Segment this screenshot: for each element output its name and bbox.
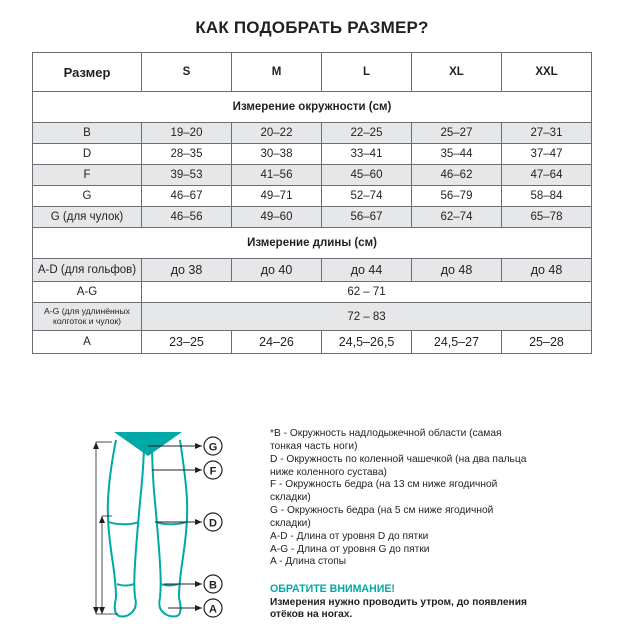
table-row <box>33 144 592 165</box>
table-row <box>33 259 592 282</box>
note-line-3: D - Окружность по коленной чашечкой (на два пальца <box>270 453 527 465</box>
cell-f-xxl: 47–64 <box>502 165 592 186</box>
cell-d-l: 33–41 <box>322 144 412 165</box>
row-label-f: F <box>33 165 142 186</box>
header-corner-label: Размер <box>33 53 142 92</box>
row-label-g-stockings: G (для чулок) <box>33 207 142 228</box>
note-line-8: складки) <box>270 517 311 529</box>
cell-ag-long-all: 72 – 83 <box>142 303 592 331</box>
section-length <box>33 228 592 259</box>
cell-d-s: 28–35 <box>142 144 232 165</box>
cell-gst-l: 56–67 <box>322 207 412 228</box>
header-size-m: M <box>232 53 322 92</box>
note-line-4: ниже коленного сустава) <box>270 466 387 478</box>
note-line-7: G - Окружность бедра (на 5 см ниже ягодичной <box>270 505 494 517</box>
cell-g-xxl: 58–84 <box>502 186 592 207</box>
cell-f-m: 41–56 <box>232 165 322 186</box>
cell-ad-xl: до 48 <box>412 259 502 282</box>
row-label-ag-long: A-G (для удлинённых колготок и чулок) <box>33 303 142 331</box>
section-circumference <box>33 92 592 123</box>
size-table <box>32 52 592 354</box>
cell-ad-xxl: до 48 <box>502 259 592 282</box>
table-header-row <box>33 53 592 92</box>
cell-ad-s: до 38 <box>142 259 232 282</box>
header-size-s: S <box>142 53 232 92</box>
cell-f-s: 39–53 <box>142 165 232 186</box>
attention-body-line-1: Измерения нужно проводить утром, до появления <box>270 596 527 608</box>
cell-a-xl: 24,5–27 <box>412 331 502 354</box>
pelvis-marker <box>114 432 182 456</box>
cell-g-l: 52–74 <box>322 186 412 207</box>
cell-gst-s: 46–56 <box>142 207 232 228</box>
cell-a-l: 24,5–26,5 <box>322 331 412 354</box>
cell-f-xl: 46–62 <box>412 165 502 186</box>
row-label-g: G <box>33 186 142 207</box>
cell-g-m: 49–71 <box>232 186 322 207</box>
header-size-xl: XL <box>412 53 502 92</box>
note-line-10: A-G - Длина от уровня G до пятки <box>270 543 430 555</box>
note-line-5: F - Окружность бедра (на 13 см ниже ягодичной <box>270 479 498 491</box>
marker-g: G <box>208 441 218 454</box>
header-size-l: L <box>322 53 412 92</box>
legs-diagram <box>56 426 256 622</box>
header-size-xxl: XXL <box>502 53 592 92</box>
row-label-ad-knee: A-D (для гольфов) <box>33 259 142 282</box>
table-row <box>33 165 592 186</box>
table-row <box>33 282 592 303</box>
note-line-9: A-D - Длина от уровня D до пятки <box>270 530 429 542</box>
row-label-a: A <box>33 331 142 354</box>
note-line-6: складки) <box>270 492 311 504</box>
note-line-1: *B - Окружность надлодыжечной области (самая <box>270 428 502 439</box>
cell-ad-l: до 44 <box>322 259 412 282</box>
cell-g-xl: 56–79 <box>412 186 502 207</box>
attention-body-line-2: отёков на ногах. <box>270 609 353 621</box>
cell-gst-xxl: 65–78 <box>502 207 592 228</box>
bottom-area <box>0 420 624 622</box>
table-row <box>33 303 592 331</box>
cell-ag-all: 62 – 71 <box>142 282 592 303</box>
cell-gst-xl: 62–74 <box>412 207 502 228</box>
cell-a-xxl: 25–28 <box>502 331 592 354</box>
cell-b-xl: 25–27 <box>412 123 502 144</box>
section-length-label: Измерение длины (см) <box>33 228 592 259</box>
page-title: КАК ПОДОБРАТЬ РАЗМЕР? <box>195 18 429 37</box>
note-line-2: тонкая часть ноги) <box>270 440 358 452</box>
table-row <box>33 207 592 228</box>
cell-a-m: 24–26 <box>232 331 322 354</box>
section-circumference-label: Измерение окружности (см) <box>33 92 592 123</box>
cell-d-m: 30–38 <box>232 144 322 165</box>
marker-a: A <box>209 603 217 616</box>
cell-d-xl: 35–44 <box>412 144 502 165</box>
attention-title: ОБРАТИТЕ ВНИМАНИЕ! <box>270 583 395 596</box>
notes-block <box>270 420 624 622</box>
row-label-b: B <box>33 123 142 144</box>
cell-a-s: 23–25 <box>142 331 232 354</box>
marker-b: B <box>209 579 217 592</box>
note-line-11: A - Длина стопы <box>270 556 347 568</box>
leg-measurement-figure <box>0 420 270 622</box>
cell-b-xxl: 27–31 <box>502 123 592 144</box>
row-label-d: D <box>33 144 142 165</box>
cell-b-m: 20–22 <box>232 123 322 144</box>
table-row <box>33 331 592 354</box>
cell-f-l: 45–60 <box>322 165 412 186</box>
table-row <box>33 186 592 207</box>
cell-gst-m: 49–60 <box>232 207 322 228</box>
marker-d: D <box>209 517 217 530</box>
table-row <box>33 123 592 144</box>
cell-g-s: 46–67 <box>142 186 232 207</box>
marker-f: F <box>209 465 217 478</box>
cell-b-l: 22–25 <box>322 123 412 144</box>
cell-d-xxl: 37–47 <box>502 144 592 165</box>
cell-ad-m: до 40 <box>232 259 322 282</box>
cell-b-s: 19–20 <box>142 123 232 144</box>
row-label-ag: A-G <box>33 282 142 303</box>
